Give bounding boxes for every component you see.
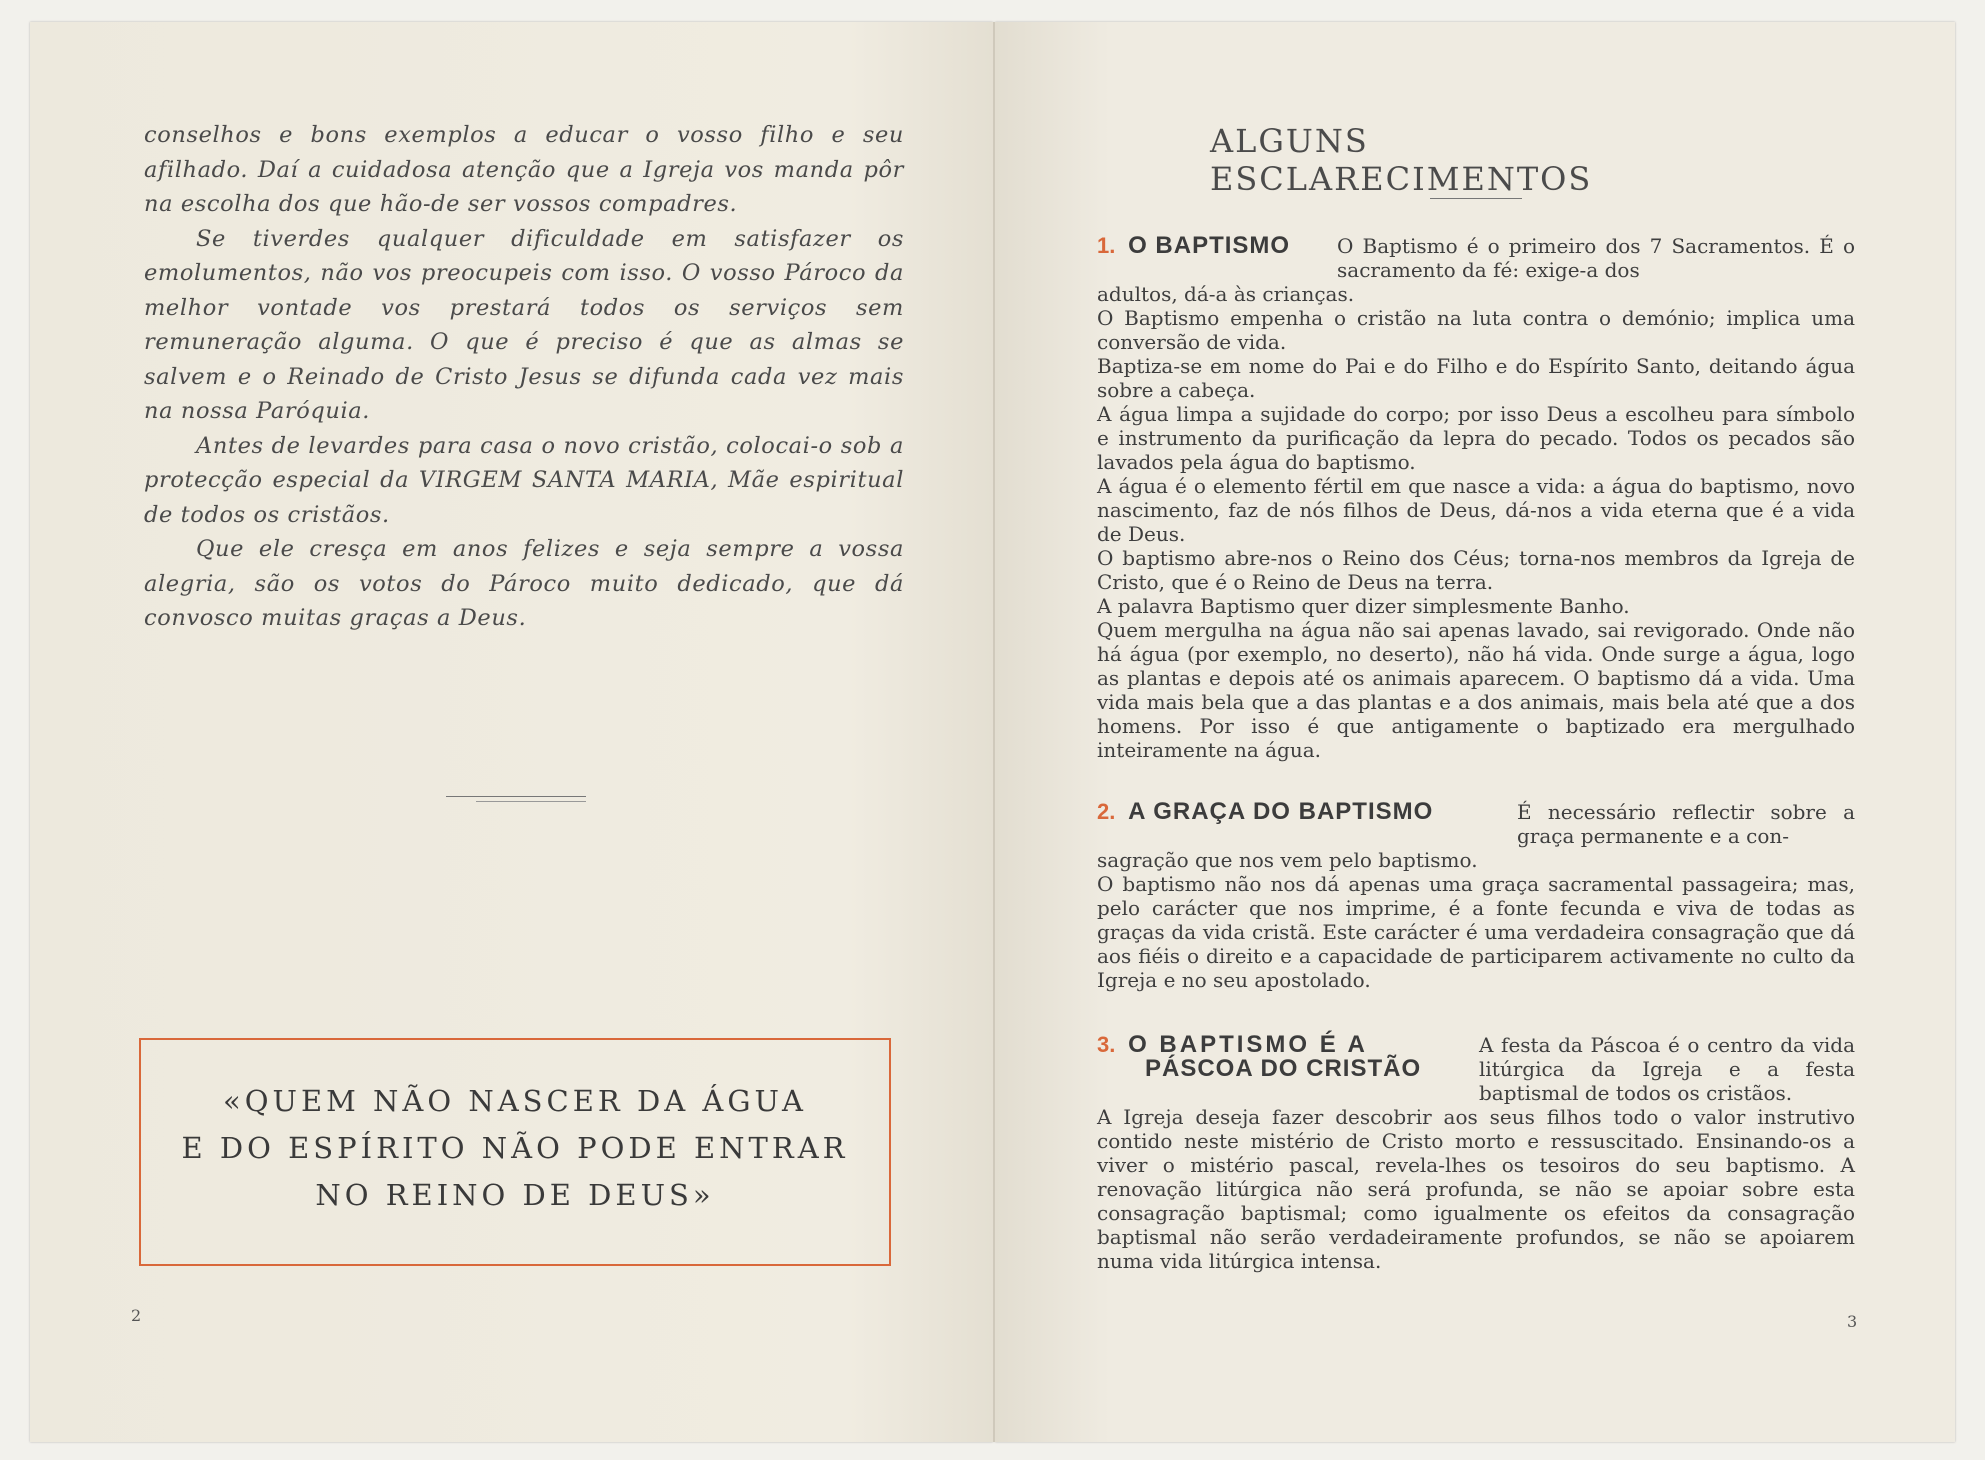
paragraph: Baptiza-se em nome do Pai e do Filho e do Espírito Santo, deitando água sobre a cabeça. (1097, 354, 1855, 402)
section-heading: O BAPTISMO É A (1128, 1031, 1368, 1058)
paragraph: conselhos e bons exemplos a educar o vosso filho e seu afilhado. Daí a cuidadosa atenção que a Igreja vos manda pôr na escolha dos que hão-de ser vossos compadres. (144, 122, 904, 217)
section-body (1097, 848, 1855, 992)
paragraph: O Baptismo empenha o cristão na luta contra o demónio; implica uma conversão de vida. (1097, 306, 1855, 354)
section-lead: A festa da Páscoa é o centro da vida litúrgica da Igreja e a festa baptismal de todos os cristãos. (1479, 1033, 1855, 1105)
divider (446, 796, 586, 797)
section-heading: O BAPTISMO (1128, 232, 1291, 259)
quote-line: E DO ESPÍRITO NÃO PODE ENTRAR (181, 1131, 849, 1165)
quote-text (141, 1078, 889, 1219)
section-number: 3. (1097, 1032, 1116, 1057)
divider (476, 801, 586, 802)
page-number-left: 2 (131, 1306, 142, 1325)
section-body (1097, 1105, 1855, 1273)
section-heading: PÁSCOA DO CRISTÃO (1145, 1055, 1422, 1082)
section-header (1097, 800, 1855, 848)
paragraph: Se tiverdes qualquer dificuldade em satisfazer os emolumentos, não vos preocupeis com isso. O vosso Pároco da melhor vontade vos prestará todos os serviços sem remuneração alguma. O que é preciso é que as almas se salvem e o Reinado de Cristo Jesus se difunda cada vez mais na nossa Paróquia. (144, 225, 904, 424)
quote-box (139, 1038, 891, 1266)
paragraph: adultos, dá-a às crianças. (1097, 282, 1355, 306)
title-divider (1430, 198, 1522, 199)
paragraph: O baptismo não nos dá apenas uma graça sacramental passageira; mas, pelo carácter que nos imprime, é a fonte fecunda e viva de todas as graças da vida cristã. Este carácter é uma verdadeira consagração que dá aos fiéis o direito e a capacidade de participarem activamente no culto da Igreja e no seu apostolado. (1097, 872, 1855, 992)
quote-line: NO REINO DE DEUS» (315, 1178, 715, 1212)
paragraph: Que ele cresça em anos felizes e seja sempre a vossa alegria, são os votos do Pároco muito dedicado, que dá convosco muitas graças a Deus. (144, 536, 904, 631)
paragraph: Quem mergulha na água não sai apenas lavado, sai revigorado. Onde não há água (por exemplo, no deserto), não há vida. Onde surge a água, logo as plantas e depois até os animais aparecem. O baptismo dá a vida. Uma vida mais bela que a das plantas e a dos animais, mais bela até que a dos homens. Por isso é que antigamente o baptizado era mergulhado inteiramente na água. (1097, 618, 1855, 762)
section-number: 2. (1097, 799, 1116, 824)
page-title: ALGUNS ESCLARECIMENTOS (1210, 122, 1593, 198)
section-body (1097, 282, 1855, 762)
section-lead: É necessário reflectir sobre a graça permanente e a con- (1517, 800, 1855, 848)
paragraph: O baptismo abre-nos o Reino dos Céus; torna-nos membros da Igreja de Cristo, que é o Reino de Deus na terra. (1097, 546, 1855, 594)
section-baptismo (1097, 234, 1855, 762)
spine (993, 22, 995, 1442)
page-number-right: 3 (1847, 1312, 1858, 1331)
paragraph: A palavra Baptismo quer dizer simplesmente Banho. (1097, 594, 1630, 618)
section-header (1097, 234, 1855, 282)
left-page-text (144, 118, 904, 636)
paragraph: A água é o elemento fértil em que nasce a vida: a água do baptismo, novo nascimento, faz de nós filhos de Deus, dá-nos a vida eterna que é a vida de Deus. (1097, 474, 1855, 546)
section-pascoa (1097, 1033, 1855, 1273)
section-header (1097, 1033, 1855, 1105)
paragraph: sagração que nos vem pelo baptismo. (1097, 848, 1478, 872)
section-graca (1097, 800, 1855, 992)
section-lead: O Baptismo é o primeiro dos 7 Sacramentos. É o sacramento da fé: exige-a dos (1337, 234, 1855, 282)
paragraph: A água limpa a sujidade do corpo; por isso Deus a escolheu para símbolo e instrumento da purificação da lepra do pecado. Todos os pecados são lavados pela água do baptismo. (1097, 402, 1855, 474)
section-heading: A GRAÇA DO BAPTISMO (1128, 798, 1434, 825)
paragraph: Antes de levardes para casa o novo cristão, colocai-o sob a protecção especial da VIRGEM SANTA MARIA, Mãe espiritual de todos os cristãos. (144, 432, 904, 528)
paragraph: A Igreja deseja fazer descobrir aos seus filhos todo o valor instrutivo contido neste mistério de Cristo morto e ressuscitado. Ensinando-os a viver o mistério pascal, revela-lhes os tesoiros do seu baptismo. A renovação litúrgica não será profunda, se não se apoiar sobre esta consagração baptismal; como igualmente os efeitos da consagração baptismal não serão verdadeiramente profundos, se não se apoiarem numa vida litúrgica intensa. (1097, 1105, 1855, 1273)
quote-line: «QUEM NÃO NASCER DA ÁGUA (223, 1084, 807, 1118)
section-number: 1. (1097, 233, 1116, 258)
